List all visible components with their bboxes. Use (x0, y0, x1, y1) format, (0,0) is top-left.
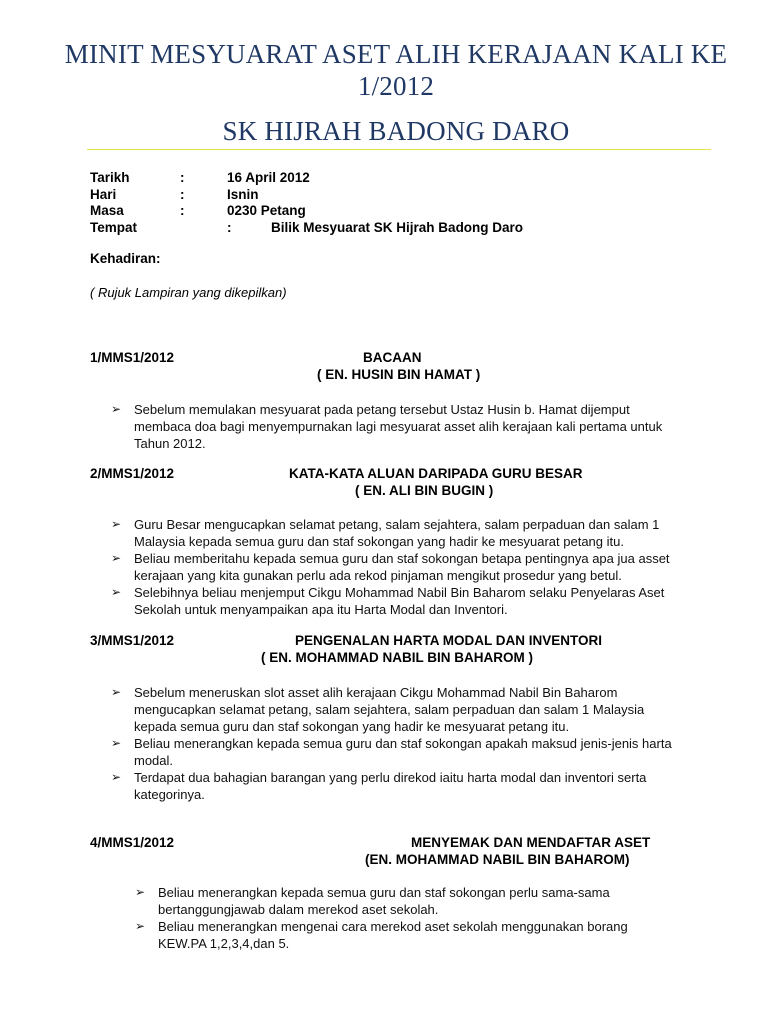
section-title: PENGENALAN HARTA MODAL DAN INVENTORI (295, 633, 603, 648)
section-number: 3/MMS1/2012 (90, 633, 175, 648)
section-presenter: ( EN. MOHAMMAD NABIL BIN BAHAROM ) (261, 650, 533, 665)
arrow-bullet-icon: ➢ (135, 919, 146, 933)
kehadiran-note: ( Rujuk Lampiran yang dikepilkan) (90, 285, 287, 300)
section-1-list (110, 401, 662, 452)
meta-key: Hari (90, 187, 117, 202)
section-number: 2/MMS1/2012 (90, 466, 175, 481)
section-title: BACAAN (363, 350, 422, 365)
meta-colon: : (180, 170, 185, 185)
list-item: ➢ Sebelum memulakan mesyuarat pada petang tersebut Ustaz Husin b. Hamat dijemput membaca doa bagi menyempurnakan lagi mesyuarat asset alih kerajaan kali pertama untuk Tahun 2012. (111, 402, 663, 451)
arrow-bullet-icon: ➢ (111, 517, 122, 531)
section-4-list (134, 884, 628, 952)
list-item: ➢ Terdapat dua bahagian barangan yang perlu direkod iaitu harta modal dan inventori serta kategorinya. (111, 770, 647, 802)
meta-value: 16 April 2012 (227, 170, 310, 185)
meta-colon: : (180, 187, 185, 202)
list-item: ➢ Beliau menerangkan kepada semua guru dan staf sokongan apakah maksud jenis-jenis harta modal. (111, 736, 672, 768)
list-item: ➢ Beliau memberitahu kepada semua guru dan staf sokongan betapa pentingnya apa jua asset kerajaan yang kita gunakan perlu ada rekod pinjaman mengikut prosedur yang betul. (111, 551, 670, 583)
arrow-bullet-icon: ➢ (111, 770, 122, 784)
list-item: ➢ Beliau menerangkan kepada semua guru dan staf sokongan perlu sama-sama bertanggungjawab dalam merekod aset sekolah. (135, 885, 610, 917)
section-presenter: (EN. MOHAMMAD NABIL BIN BAHAROM) (365, 852, 630, 867)
document-title (40, 38, 752, 102)
section-2-list (110, 516, 670, 618)
meta-key: Tarikh (90, 170, 130, 185)
title-line-2: 1/2012 (357, 71, 435, 101)
section-title: MENYEMAK DAN MENDAFTAR ASET (411, 835, 651, 850)
section-title: KATA-KATA ALUAN DARIPADA GURU BESAR (289, 466, 583, 481)
meta-key: Masa (90, 203, 124, 218)
meta-key: Tempat (90, 220, 138, 235)
list-item: ➢ Beliau menerangkan mengenai cara merekod aset sekolah menggunakan borang KEW.PA 1,2,3,4,dan 5. (135, 919, 628, 951)
meta-colon: : (227, 220, 232, 235)
section-3-list (110, 684, 672, 803)
section-presenter: ( EN. HUSIN BIN HAMAT ) (317, 367, 481, 382)
section-number: 4/MMS1/2012 (90, 835, 175, 850)
title-line-1: MINIT MESYUARAT ASET ALIH KERAJAAN KALI KE (64, 39, 728, 69)
title-underline (87, 149, 711, 150)
list-item: ➢ Selebihnya beliau menjemput Cikgu Mohammad Nabil Bin Baharom selaku Penyelaras Aset Sekolah untuk menyampaikan apa itu Harta Modal dan Inventori. (111, 585, 665, 617)
arrow-bullet-icon: ➢ (111, 551, 122, 565)
meta-value: Isnin (227, 187, 259, 202)
meta-colon: : (180, 203, 185, 218)
meta-value: Bilik Mesyuarat SK Hijrah Badong Daro (271, 220, 524, 235)
list-item: ➢ Sebelum meneruskan slot asset alih kerajaan Cikgu Mohammad Nabil Bin Baharom mengucapkan selamat petang, salam sejahtera, salam perpaduan dan salam 1 Malaysia kepada semua guru dan staf sokongan yang hadir ke mesyuarat petang itu. (111, 685, 645, 734)
arrow-bullet-icon: ➢ (111, 402, 122, 416)
section-number: 1/MMS1/2012 (90, 350, 175, 365)
list-item: ➢ Guru Besar mengucapkan selamat petang, salam sejahtera, salam perpaduan dan salam 1 Malaysia kepada semua guru dan staf sokongan yang hadir ke mesyuarat petang itu. (111, 517, 660, 549)
kehadiran-heading: Kehadiran: (90, 251, 161, 266)
arrow-bullet-icon: ➢ (111, 736, 122, 750)
arrow-bullet-icon: ➢ (111, 685, 122, 699)
section-presenter: ( EN. ALI BIN BUGIN ) (355, 483, 494, 498)
meta-value: 0230 Petang (227, 203, 306, 218)
arrow-bullet-icon: ➢ (111, 585, 122, 599)
arrow-bullet-icon: ➢ (135, 885, 146, 899)
school-name: SK HIJRAH BADONG DARO (222, 116, 570, 146)
